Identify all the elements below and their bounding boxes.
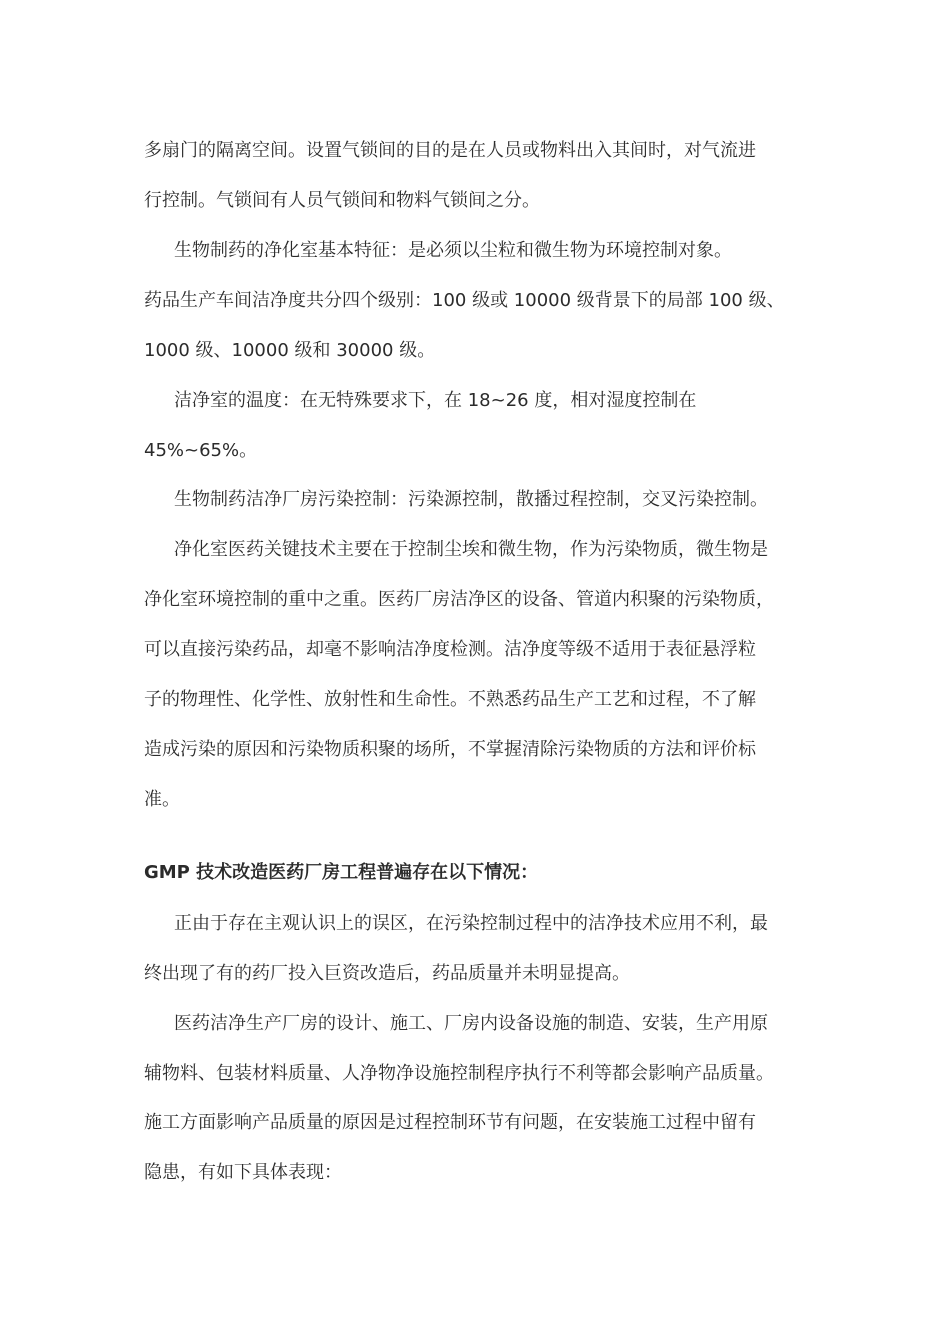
text-line: 终出现了有的药厂投入巨资改造后，药品质量并未明显提高。 bbox=[144, 963, 630, 984]
text-line: 可以直接污染药品，却毫不影响洁净度检测。洁净度等级不适用于表征悬浮粒 bbox=[144, 639, 756, 660]
paragraph-start: 医药洁净生产厂房的设计、施工、厂房内设备设施的制造、安装，生产用原 bbox=[174, 1013, 768, 1034]
text-line: 隐患，有如下具体表现： bbox=[144, 1162, 342, 1183]
text-line: 药品生产车间洁净度共分四个级别：100 级或 10000 级背景下的局部 100 级、 bbox=[144, 290, 785, 311]
text-line: 净化室环境控制的重中之重。医药厂房洁净区的设备、管道内积聚的污染物质， bbox=[144, 589, 774, 610]
section-heading: GMP 技术改造医药厂房工程普遍存在以下情况： bbox=[144, 862, 539, 883]
paragraph-start: 净化室医药关键技术主要在于控制尘埃和微生物，作为污染物质，微生物是 bbox=[174, 539, 768, 560]
text-line: 施工方面影响产品质量的原因是过程控制环节有问题，在安装施工过程中留有 bbox=[144, 1112, 756, 1133]
paragraph-start: 生物制药的净化室基本特征：是必须以尘粒和微生物为环境控制对象。 bbox=[174, 240, 732, 261]
text-line: 辅物料、包装材料质量、人净物净设施控制程序执行不利等都会影响产品质量。 bbox=[144, 1063, 774, 1084]
text-line: 多扇门的隔离空间。设置气锁间的目的是在人员或物料出入其间时，对气流进 bbox=[144, 140, 756, 161]
text-line: 子的物理性、化学性、放射性和生命性。不熟悉药品生产工艺和过程，不了解 bbox=[144, 689, 756, 710]
text-line: 1000 级、10000 级和 30000 级。 bbox=[144, 340, 436, 361]
text-line: 行控制。气锁间有人员气锁间和物料气锁间之分。 bbox=[144, 190, 540, 211]
text-line: 45%~65%。 bbox=[144, 440, 258, 461]
paragraph-start: 生物制药洁净厂房污染控制：污染源控制，散播过程控制，交叉污染控制。 bbox=[174, 489, 768, 510]
paragraph-start: 洁净室的温度：在无特殊要求下，在 18~26 度，相对湿度控制在 bbox=[174, 390, 697, 411]
paragraph-start: 正由于存在主观认识上的误区，在污染控制过程中的洁净技术应用不利，最 bbox=[174, 913, 768, 934]
text-line: 造成污染的原因和污染物质积聚的场所，不掌握清除污染物质的方法和评价标 bbox=[144, 739, 756, 760]
text-line: 准。 bbox=[144, 789, 180, 810]
